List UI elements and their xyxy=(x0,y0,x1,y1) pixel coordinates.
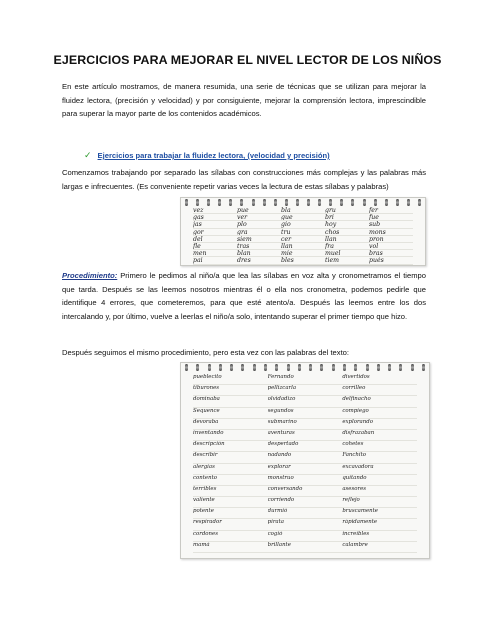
syllable-cell: vez xyxy=(193,207,237,214)
word-cell: brillante xyxy=(268,542,343,553)
syllable-cell: blan xyxy=(237,250,281,257)
syllable-cell: pron xyxy=(369,236,413,243)
spiral-ring xyxy=(320,364,323,371)
word-cell: submarino xyxy=(268,419,343,430)
syllable-cell: plo xyxy=(237,221,281,228)
word-cell: monstruo xyxy=(268,475,343,486)
word-cell: olvidadizo xyxy=(268,396,343,407)
spiral-ring xyxy=(388,364,391,371)
check-icon: ✓ xyxy=(84,150,92,160)
word-cell: despertado xyxy=(268,441,343,452)
word-cell: devoraba xyxy=(193,419,268,430)
spiral-ring xyxy=(218,199,221,206)
word-cell: aventuras xyxy=(268,430,343,441)
word-cell: calambre xyxy=(342,542,417,553)
spiral-ring xyxy=(366,364,369,371)
syllable-cell: gru xyxy=(325,207,369,214)
syllable-cell: llan xyxy=(281,243,325,250)
word-cell: corrilleo xyxy=(342,385,417,396)
word-cell: reflejo xyxy=(342,497,417,508)
spiral-ring xyxy=(185,199,188,206)
spiral-ring xyxy=(208,364,211,371)
syllable-cell: mie xyxy=(281,250,325,257)
spiral-ring xyxy=(196,364,199,371)
spiral-ring xyxy=(253,364,256,371)
syllable-cell: gas xyxy=(193,214,237,221)
syllable-cell: dres xyxy=(237,257,281,264)
word-cell: contento xyxy=(193,475,268,486)
word-cell: asesores xyxy=(342,486,417,497)
word-cell: potente xyxy=(193,508,268,519)
syllable-cell: chos xyxy=(325,229,369,236)
word-cell: pirata xyxy=(268,519,343,530)
syllable-cell: bras xyxy=(369,250,413,257)
syllable-cell: del xyxy=(193,236,237,243)
word-cell: cohetes xyxy=(342,441,417,452)
word-cell: Fanchito xyxy=(342,452,417,463)
syllables-grid xyxy=(193,207,413,265)
syllable-cell: pués xyxy=(369,257,413,264)
spiral-ring xyxy=(275,364,278,371)
document-title: EJERCICIOS PARA MEJORAR EL NIVEL LECTOR DE LOS NIÑOS xyxy=(53,53,442,67)
syllable-cell: tiem xyxy=(325,257,369,264)
syllable-cell: vol xyxy=(369,243,413,250)
spiral-ring xyxy=(298,364,301,371)
spiral-ring xyxy=(374,199,377,206)
spiral-ring xyxy=(377,364,380,371)
word-cell: divertidos xyxy=(342,374,417,385)
spiral-binding xyxy=(185,199,421,206)
word-cell: explorando xyxy=(342,419,417,430)
word-cell: corriendo xyxy=(268,497,343,508)
section-heading-link[interactable]: Ejercicios para trabajar la fluidez lectora, (velocidad y precisión) xyxy=(97,151,330,160)
words-grid xyxy=(193,374,417,553)
word-cell: explorar xyxy=(268,464,343,475)
syllable-cell: cer xyxy=(281,236,325,243)
syllable-cell: bri xyxy=(325,214,369,221)
word-cell: Sequence xyxy=(193,408,268,419)
word-cell: excavadora xyxy=(342,464,417,475)
syllable-cell: men xyxy=(193,250,237,257)
syllable-cell: fle xyxy=(193,243,237,250)
word-cell: describir xyxy=(193,452,268,463)
word-cell: terribles xyxy=(193,486,268,497)
syllable-cell: sub xyxy=(369,221,413,228)
spiral-ring xyxy=(274,199,277,206)
spiral-ring xyxy=(340,199,343,206)
procedure-paragraph xyxy=(62,269,426,323)
intro-paragraph: En este artículo mostramos, de manera resumida, una serie de técnicas que se utilizan para mejorar la fluidez lectora, (precisión y velocidad) y por consiguiente, mejorar la comprensión lectora, imprescindible para superar la mayor parte de los contenidos académicos. xyxy=(62,82,426,119)
spiral-ring xyxy=(407,199,410,206)
spiral-ring xyxy=(422,364,425,371)
spiral-ring xyxy=(230,364,233,371)
procedure-text: Primero le pedimos al niño/a que lea las sílabas en voz alta y cronometramos el tiempo que tarda. Después se las leemos nosotros mientras él o ella nos cronometra, podemos pedirle que identifique 4 errores, que cometeremos, para que esté atento/a. Después las leemos entre los dos intercalando y, por último, vuelve a leerlas el niño/a solo, intentando superar el primer tiempo que hizo. xyxy=(62,271,426,321)
spiral-ring xyxy=(411,364,414,371)
word-cell: cordones xyxy=(193,531,268,542)
spiral-ring xyxy=(219,364,222,371)
syllable-cell: mons xyxy=(369,229,413,236)
word-cell: valiente xyxy=(193,497,268,508)
syllable-cell: tras xyxy=(237,243,281,250)
word-cell: delfinacho xyxy=(342,396,417,407)
spiral-ring xyxy=(285,199,288,206)
section-bullet xyxy=(84,150,330,161)
word-cell: conversando xyxy=(268,486,343,497)
syllable-cell: gor xyxy=(193,229,237,236)
spiral-ring xyxy=(318,199,321,206)
spiral-ring xyxy=(332,364,335,371)
spiral-binding xyxy=(185,364,425,371)
spiral-ring xyxy=(418,199,421,206)
word-cell: alergias xyxy=(193,464,268,475)
syllables-notebook-image xyxy=(180,197,426,266)
word-cell: Fernando xyxy=(268,374,343,385)
word-cell: tiburones xyxy=(193,385,268,396)
syllable-cell: jas xyxy=(193,221,237,228)
word-cell: pueblecito xyxy=(193,374,268,385)
spiral-ring xyxy=(241,364,244,371)
syllable-cell: fue xyxy=(369,214,413,221)
spiral-ring xyxy=(354,364,357,371)
word-cell: mamá xyxy=(193,542,268,553)
syllable-cell: muel xyxy=(325,250,369,257)
word-cell: descripción xyxy=(193,441,268,452)
word-cell: durmió xyxy=(268,508,343,519)
word-cell: disfrazaban xyxy=(342,430,417,441)
syllable-cell: fra xyxy=(325,243,369,250)
word-cell: increíbles xyxy=(342,531,417,542)
spiral-ring xyxy=(264,364,267,371)
syllable-cell: gue xyxy=(281,214,325,221)
spiral-ring xyxy=(296,199,299,206)
syllable-cell: llan xyxy=(325,236,369,243)
spiral-ring xyxy=(385,199,388,206)
words-notebook-image xyxy=(180,362,430,559)
spiral-ring xyxy=(396,199,399,206)
syllable-cell: gio xyxy=(281,221,325,228)
word-cell: quitando xyxy=(342,475,417,486)
word-cell: pellizcarla xyxy=(268,385,343,396)
spiral-ring xyxy=(307,199,310,206)
word-cell: nadando xyxy=(268,452,343,463)
syllable-cell: fer xyxy=(369,207,413,214)
procedure-label: Procedimiento: xyxy=(62,271,118,280)
syllable-cell: bles xyxy=(281,257,325,264)
spiral-ring xyxy=(252,199,255,206)
spiral-ring xyxy=(185,364,188,371)
word-cell: rápidamente xyxy=(342,519,417,530)
spiral-ring xyxy=(229,199,232,206)
word-cell: respirador xyxy=(193,519,268,530)
spiral-ring xyxy=(263,199,266,206)
syllable-cell: hoy xyxy=(325,221,369,228)
syllable-cell: pai xyxy=(193,257,237,264)
spiral-ring xyxy=(329,199,332,206)
word-cell: cogió xyxy=(268,531,343,542)
syllable-cell: pue xyxy=(237,207,281,214)
syllable-cell: tru xyxy=(281,229,325,236)
syllable-cell: siem xyxy=(237,236,281,243)
syllable-cell: bla xyxy=(281,207,325,214)
syllables-paragraph: Comenzamos trabajando por separado las sílabas con construcciones más complejas y las palabras más largas e infrecuentes. (Es conveniente repetir varias veces la lectura de estas sílabas y palabras) xyxy=(62,168,426,191)
spiral-ring xyxy=(240,199,243,206)
spiral-ring xyxy=(287,364,290,371)
word-cell: bruscamente xyxy=(342,508,417,519)
words-paragraph: Después seguimos el mismo procedimiento, pero esta vez con las palabras del texto: xyxy=(62,348,350,357)
spiral-ring xyxy=(363,199,366,206)
syllable-cell: gra xyxy=(237,229,281,236)
spiral-ring xyxy=(196,199,199,206)
word-cell: dominaba xyxy=(193,396,268,407)
spiral-ring xyxy=(309,364,312,371)
spiral-ring xyxy=(399,364,402,371)
spiral-ring xyxy=(207,199,210,206)
spiral-ring xyxy=(343,364,346,371)
word-cell: segundos xyxy=(268,408,343,419)
spiral-ring xyxy=(351,199,354,206)
syllable-cell: ver xyxy=(237,214,281,221)
word-cell: inventando xyxy=(193,430,268,441)
word-cell: compiego xyxy=(342,408,417,419)
